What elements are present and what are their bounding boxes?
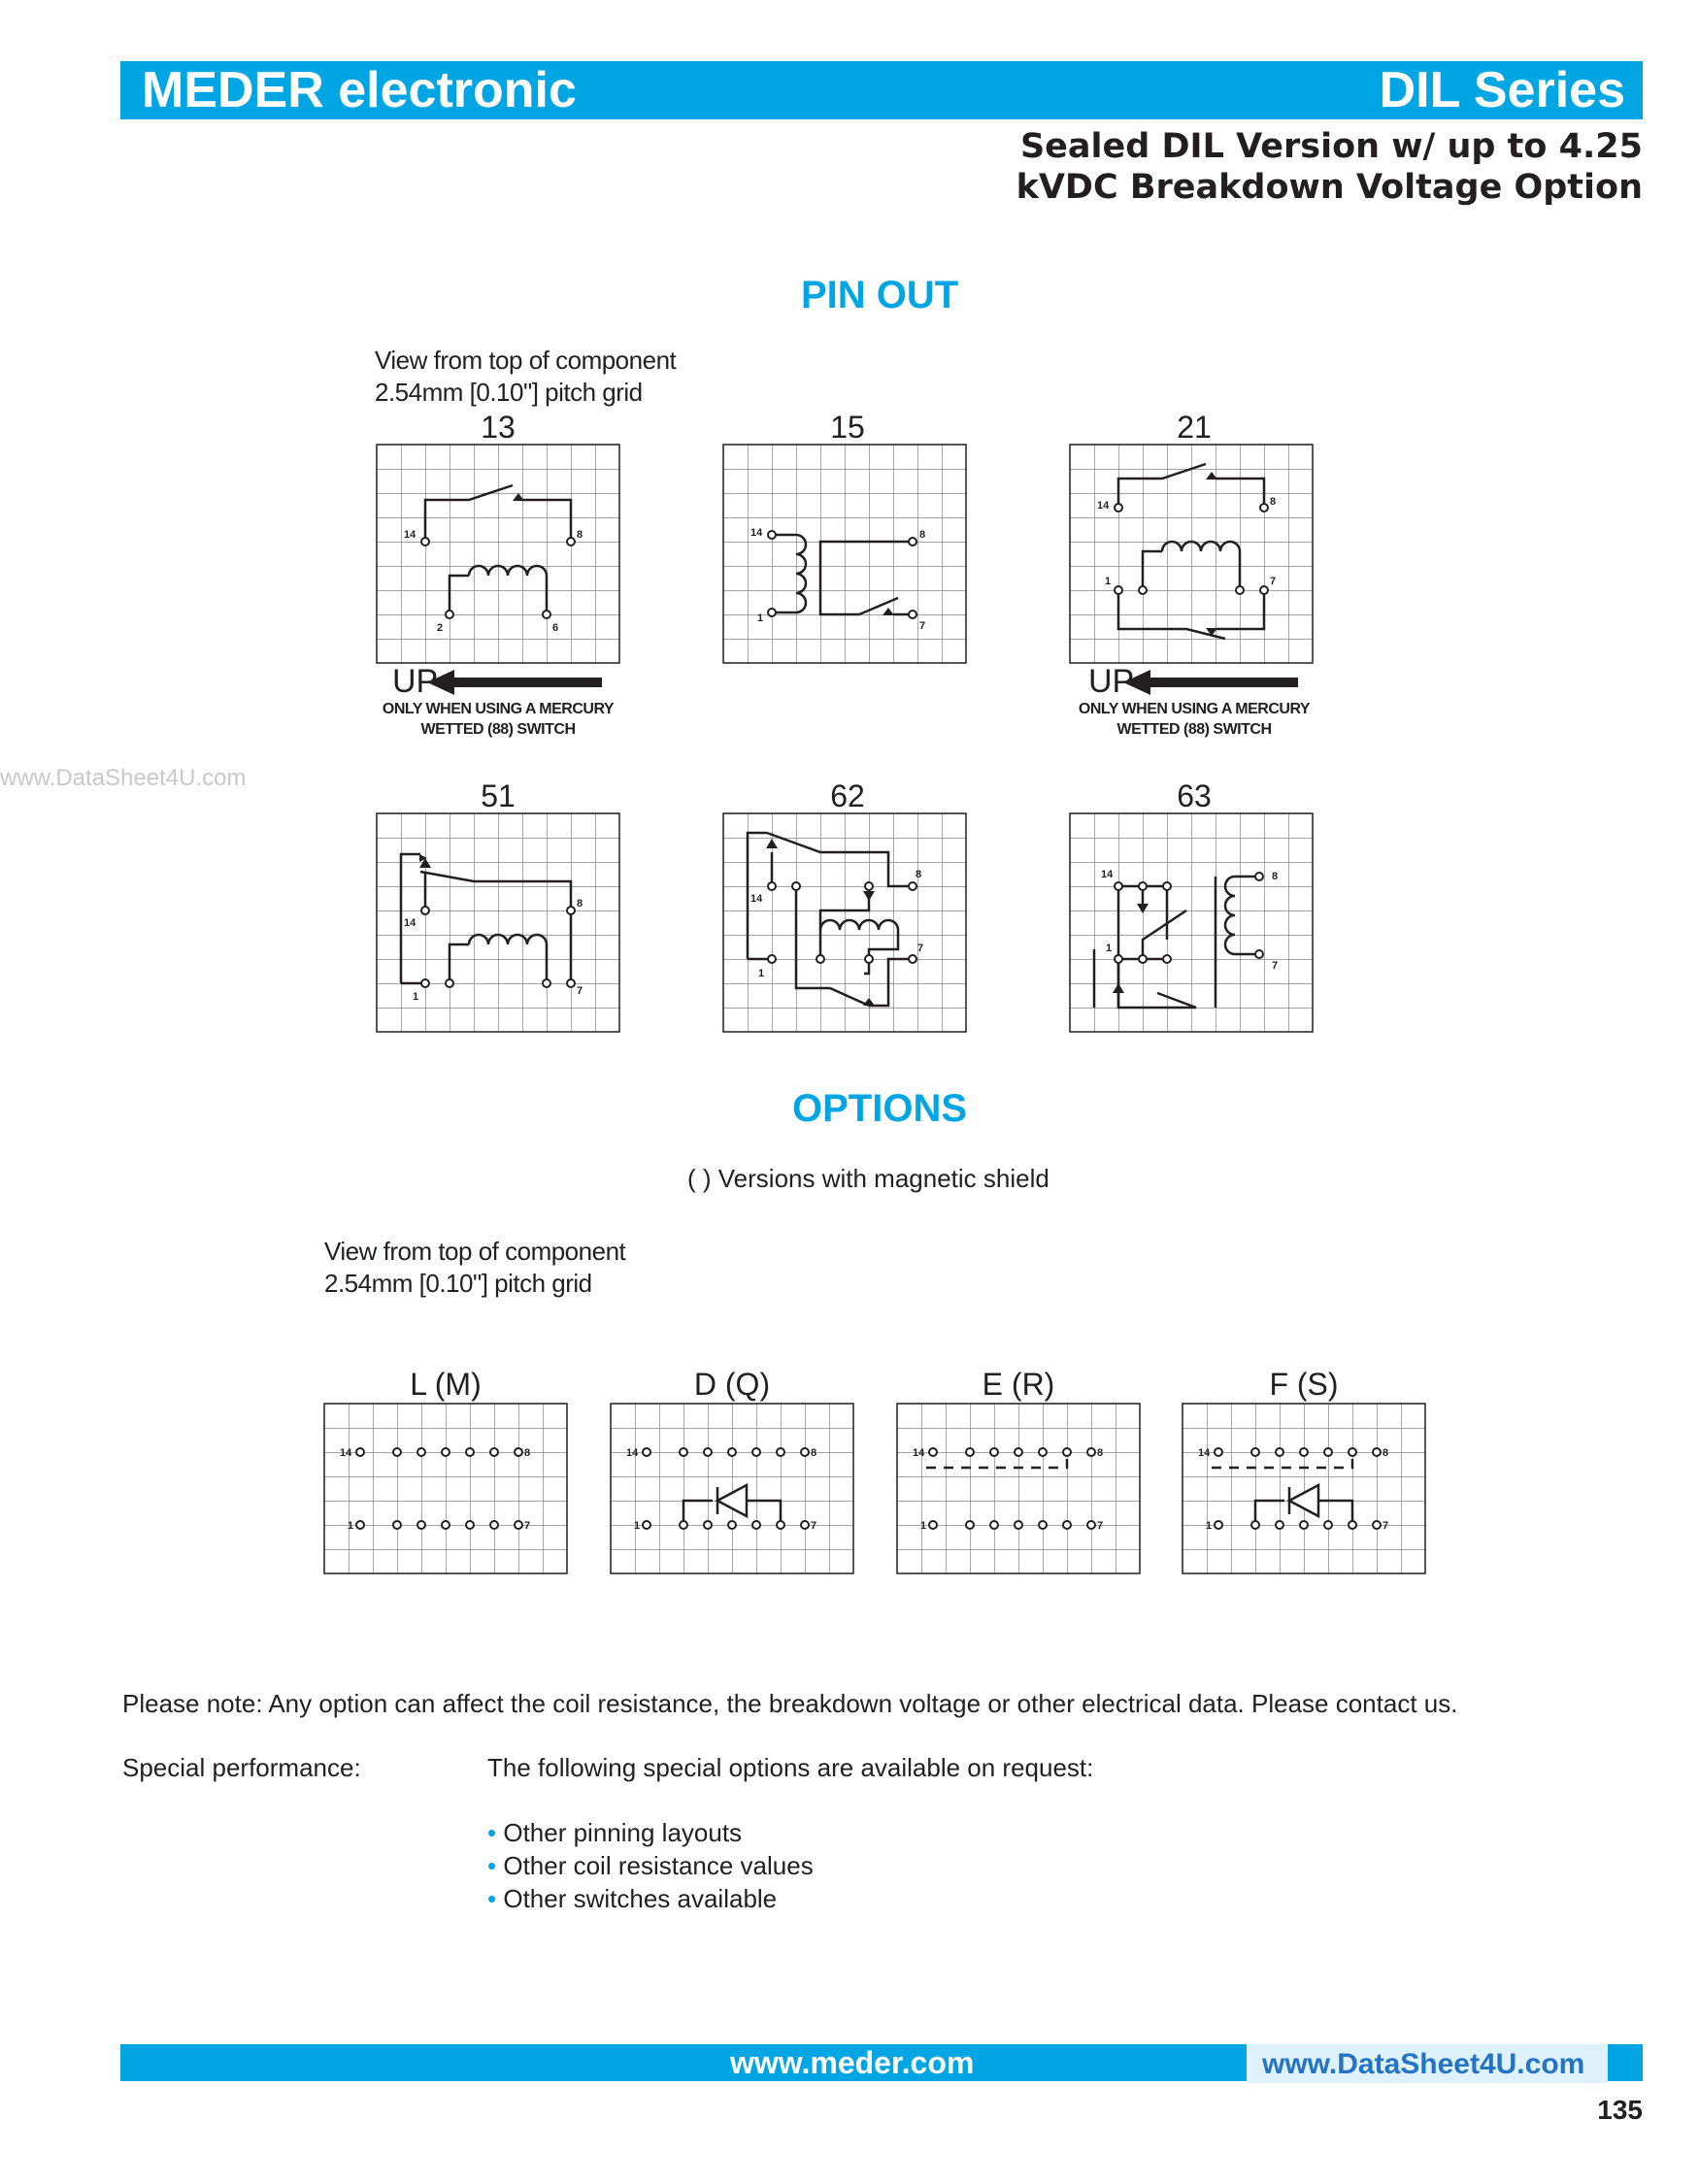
pin-14: 14 — [750, 893, 763, 905]
option-label-f: F (S) — [1269, 1367, 1339, 1402]
diagram-51 — [377, 813, 619, 1032]
svg-text:1: 1 — [634, 1520, 641, 1532]
pin-14: 14 — [404, 529, 416, 541]
option-diagram-l — [324, 1404, 567, 1573]
option-label-d: D (Q) — [693, 1367, 771, 1402]
svg-text:14: 14 — [340, 1447, 352, 1459]
diagram-63 — [1070, 813, 1313, 1032]
pin-14: 14 — [1097, 500, 1110, 512]
pin-7: 7 — [919, 620, 926, 632]
pin-8: 8 — [916, 869, 922, 880]
pin-1: 1 — [1106, 943, 1113, 954]
pin-2: 2 — [437, 622, 444, 634]
pin-8: 8 — [577, 529, 583, 541]
svg-text:14: 14 — [1198, 1447, 1211, 1459]
option-label-l: L (M) — [410, 1367, 482, 1402]
up-arrow-right — [1123, 670, 1298, 695]
series-name: DIL Series — [1379, 62, 1625, 118]
option-diagram-e — [897, 1404, 1140, 1573]
pin-8: 8 — [577, 898, 583, 910]
pin-7: 7 — [917, 943, 924, 954]
options-view-note: View from top of component 2.54mm [0.10"] pitch grid — [324, 1237, 626, 1298]
diagram-label-15: 15 — [830, 410, 865, 445]
svg-text:7: 7 — [524, 1520, 531, 1532]
diagram-label-63: 63 — [1177, 778, 1212, 813]
special-performance-label: Special performance: — [122, 1753, 361, 1782]
svg-text:7: 7 — [811, 1520, 817, 1532]
subtitle-line-1: Sealed DIL Version w/ up to 4.25 — [1019, 127, 1643, 166]
diagram-label-13: 13 — [481, 410, 516, 445]
diagram-15 — [723, 445, 966, 663]
footer-datasheet-link[interactable]: www.DataSheet4U.com — [1262, 2048, 1585, 2080]
svg-text:14: 14 — [913, 1447, 925, 1459]
pin-1: 1 — [758, 968, 765, 979]
option-diagram-d — [611, 1404, 853, 1573]
pin-14: 14 — [750, 527, 763, 539]
svg-text:8: 8 — [1383, 1447, 1389, 1459]
svg-text:8: 8 — [811, 1447, 817, 1459]
pin-8: 8 — [1270, 496, 1277, 508]
pinout-view-note-line-2: 2.54mm [0.10"] pitch grid — [375, 378, 643, 407]
diagram-62 — [723, 813, 966, 1032]
please-note: Please note: Any option can affect the coil resistance, the breakdown voltage or other electrical data. Please contact us. — [122, 1689, 1458, 1718]
bullet-icon: • — [487, 1884, 497, 1913]
diagram-label-62: 62 — [830, 778, 865, 813]
pin-1: 1 — [413, 991, 419, 1003]
option-label-e: E (R) — [982, 1367, 1055, 1402]
pinout-view-note-line-1: View from top of component — [375, 346, 677, 375]
subtitle-line-2: kVDC Breakdown Voltage Option — [1016, 168, 1643, 207]
special-performance-intro: The following special options are available on request: — [487, 1753, 1094, 1782]
up-note-right: ONLY WHEN USING A MERCURY WETTED (88) SWITCH — [1078, 701, 1311, 738]
pinout-title: PIN OUT — [801, 274, 959, 316]
pin-7: 7 — [577, 985, 583, 997]
svg-text:1: 1 — [920, 1520, 927, 1532]
pin-14: 14 — [404, 917, 416, 929]
bullet-icon: • — [487, 1851, 497, 1880]
special-options-list — [487, 1816, 814, 1915]
list-item: • Other coil resistance values — [487, 1851, 814, 1880]
up-arrow-left — [427, 670, 602, 695]
up-note-left: ONLY WHEN USING A MERCURY WETTED (88) SWITCH — [382, 701, 615, 738]
svg-text:7: 7 — [1097, 1520, 1104, 1532]
svg-text:7: 7 — [1383, 1520, 1389, 1532]
diagram-label-21: 21 — [1177, 410, 1212, 445]
page-number: 135 — [1597, 2095, 1643, 2125]
shield-note: ( ) Versions with magnetic shield — [687, 1164, 1049, 1193]
pin-8: 8 — [1272, 871, 1279, 882]
pin-14: 14 — [1101, 869, 1114, 880]
svg-text:1: 1 — [348, 1520, 354, 1532]
pin-1: 1 — [1105, 576, 1112, 587]
footer-website-link[interactable]: www.meder.com — [730, 2045, 975, 2080]
options-title: OPTIONS — [792, 1087, 968, 1130]
brand-name: MEDER electronic — [142, 62, 577, 118]
svg-text:8: 8 — [1097, 1447, 1104, 1459]
bullet-icon: • — [487, 1818, 497, 1847]
option-diagram-f — [1183, 1404, 1425, 1573]
pin-7: 7 — [1272, 960, 1279, 972]
up-label-right: UP — [1088, 663, 1135, 700]
list-item: • Other pinning layouts — [487, 1818, 743, 1847]
diagram-label-51: 51 — [481, 778, 516, 813]
svg-text:8: 8 — [524, 1447, 531, 1459]
watermark: www.DataSheet4U.com — [0, 765, 247, 791]
pin-8: 8 — [919, 529, 926, 541]
pin-1: 1 — [757, 612, 764, 624]
svg-text:1: 1 — [1206, 1520, 1213, 1532]
pin-6: 6 — [552, 622, 559, 634]
diagram-13 — [377, 445, 619, 663]
svg-text:14: 14 — [626, 1447, 639, 1459]
up-label-left: UP — [392, 663, 439, 700]
diagram-21 — [1070, 445, 1313, 663]
list-item: • Other switches available — [487, 1884, 778, 1913]
pin-7: 7 — [1270, 576, 1277, 587]
